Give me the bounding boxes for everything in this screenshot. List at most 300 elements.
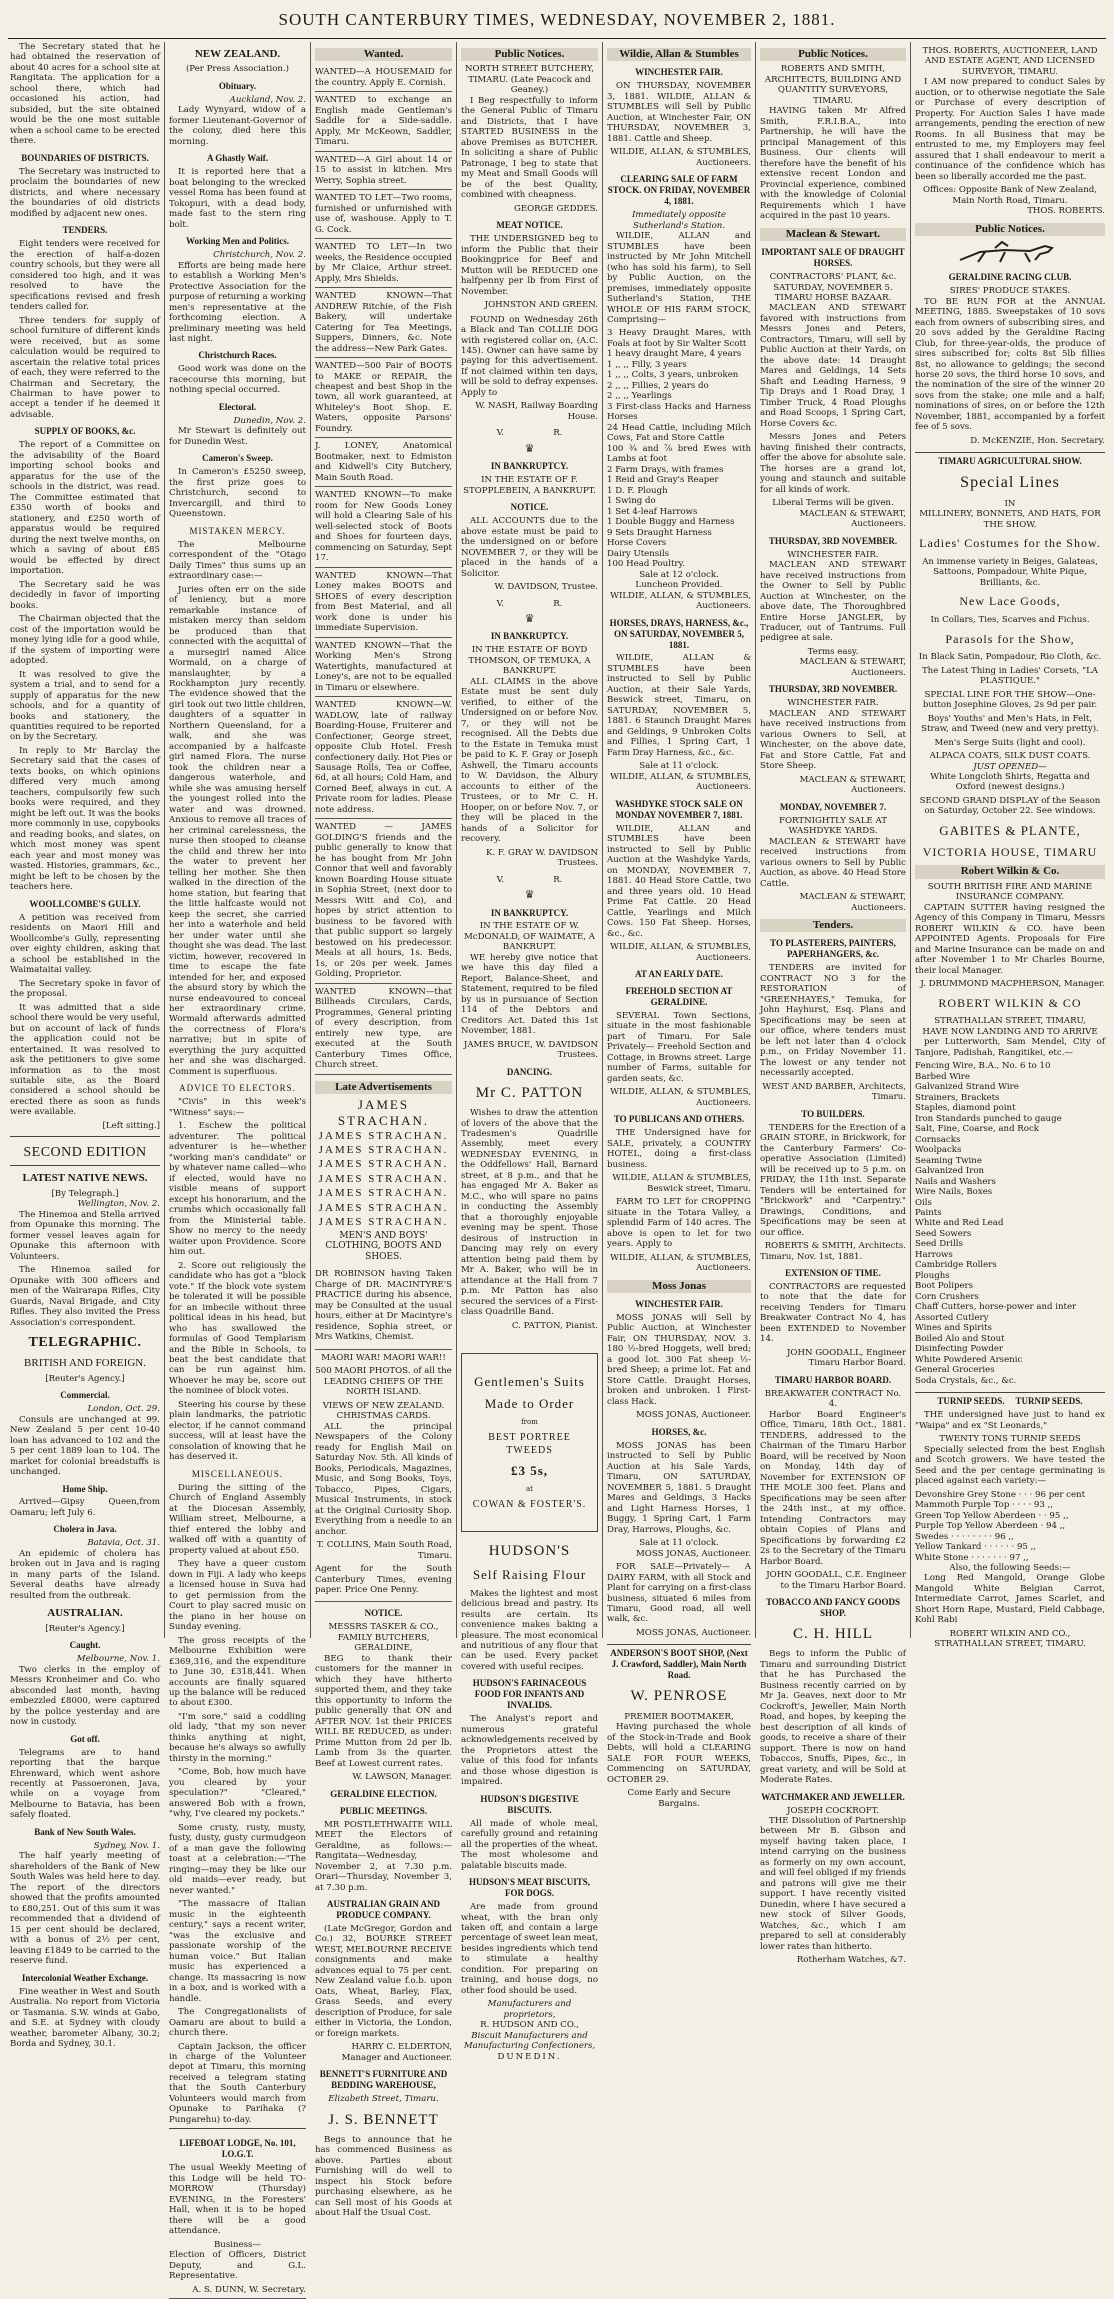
ad-small: JUST OPENED— [973, 761, 1047, 772]
section-header-public: Public Notices. [760, 48, 906, 61]
column-3 [315, 42, 452, 2219]
ad-body: Makes the lightest and most delicious bread and pastry. Its results are certain. Its convenience makes baking a pleasure. The most economical and nutritious of any flour that can be used. Every packet covered with useful recipes. [461, 1588, 598, 1672]
ad-signature: MACLEAN & STEWART, Auctioneers. [799, 508, 906, 530]
stock-item: Chaff Cutters, horse-power and inter [915, 1302, 1077, 1313]
ad-small: Offices: Opposite Bank of New Zealand, Main North Road, Timaru. [923, 185, 1097, 206]
ad-body: WILDIE, ALLAN and STUMBLES have been instructed by Mr John Mitchell (who has sold his farm), to Sell by Public Auction, on the premises, immediately opposite Sutherland's Station, THE WHOLE OF HIS FARM STOCK, Comprising— [607, 231, 751, 325]
ad-title: BENNETT'S FURNITURE AND BEDDING WAREHOUSE, [319, 2069, 448, 2091]
ad-title: JOSEPH COCKROFT. [787, 1805, 879, 1816]
ad-price: £3 5s, [510, 1462, 549, 1478]
ad-small: Also, the following Seeds:— [949, 1562, 1071, 1573]
stock-item: Barbed Wire [915, 1071, 970, 1082]
stock-item: 2 ,, ,, Fillies, 2 years do [607, 380, 709, 391]
article-paragraph: The Hinemoa sailed for Opunake with 300 officers and men of the Wairarapa Rifles, City Guards, Naval Brigade, and City Rifles. They also invited the Press Association's correspondent. [10, 1265, 160, 1328]
section-header-public: Public Notices. [915, 223, 1105, 236]
wanted-ad: WANTED—A HOUSEMAID for the country. Apply E. Cornish. [315, 64, 452, 92]
ad-title: IN THE ESTATE OF W. McDONALD, OF WAIMATE, A BANKRUPT. [464, 921, 595, 953]
column-4 [461, 42, 599, 2062]
stock-item: Salt, Fine, Coarse, and Rock [915, 1124, 1039, 1135]
section-header-wildie: Wildie, Allan & Stumbles [607, 48, 751, 61]
ad-title: AT AN EARLY DATE. [635, 969, 723, 979]
ad-title: ALPACA COATS, SILK DUST COATS. [929, 751, 1091, 762]
stock-item: Cambridge Rollers [915, 1260, 997, 1271]
ad-title: THOS. ROBERTS, AUCTIONEER, LAND AND ESTATE AGENT, AND LICENSED SURVEYOR, TIMARU. [922, 46, 1098, 77]
wanted-ad: WANTED—A Girl about 14 or 15 to assist in kitchen. Mrs Werry, Sophia street. [315, 152, 452, 190]
stock-item: 1 ,, ,, Filly, 3 years [607, 359, 687, 370]
stock-item: White and Red Lead [915, 1218, 1004, 1229]
ad-title: IN BANKRUPTCY. [490, 631, 569, 642]
ad-banner: VICTORIA HOUSE, TIMARU [922, 844, 1098, 859]
ad-signature: C. PATTON, Pianist. [511, 1320, 598, 1331]
article-paragraph: A petition was received from residents on Maori Hill and Woollcombe's Gully, representing over eighty children, asking that a school be established in the Waimataitai valley. [10, 912, 160, 976]
ad-subhead: Business— [213, 2239, 262, 2250]
ad-title: PREMIER BOOTMAKER, [624, 1711, 734, 1722]
article-paragraph: Two clerks in the employ of Messrs Kronheimer and Co. who absconded last month, having embezzled £8000, were captured by the police yesterday and are now in custody. [10, 1664, 160, 1728]
ad-banner: ROBERT WILKIN & CO [938, 995, 1082, 1010]
ad-title: IMPORTANT SALE OF DRAUGHT HORSES. [761, 247, 905, 269]
strachan-banner: JAMES STRACHAN. [337, 1096, 430, 1128]
section-header-public: Public Notices. [461, 48, 598, 61]
ad-title: WASHDYKE STOCK SALE ON MONDAY NOVEMBER 7, 1881. [615, 798, 743, 820]
ad-body: FOR SALE—Privately— A DAIRY FARM, with all Stock and Plant for carrying on a first-class business, situated 6 miles from Timaru, Good road, all well walk, &c. [607, 1562, 751, 1625]
stock-item: Galvanized Iron [915, 1166, 985, 1177]
ad-body: In Collars, Ties, Scarves and Fichus. [930, 615, 1090, 626]
seed-item: Mammoth Purple Top · · · · 93 ,, [915, 1500, 1054, 1511]
ad-banner: BEST PORTREE TWEEDS [488, 1432, 571, 1456]
article-paragraph: Efforts are being made here to establish a Working Men's Protective Association for the purpose of returning a working men's representative at the forthcoming election. A preliminary meeting was held last night. [169, 260, 306, 344]
ad-body: Long Red Mangold, Orange Globe Mangold White Belgian Carrot, Intermediate Carrot, James Scarlet, and Short Horn Rape, Mustard, Field Cabbage, Kohl Rabi [915, 1573, 1105, 1626]
stock-item: Strainers, Brackets [915, 1092, 1000, 1103]
article-paragraph: Good work was done on the racecourse this morning, but nothing special occurred. [169, 364, 306, 396]
ad-title: NOTICE. [510, 502, 549, 513]
ad-signature: MACLEAN & STEWART, Auctioneers. [799, 892, 906, 913]
section-heading: LATEST NATIVE NEWS. [22, 1172, 148, 1185]
ad-small: Liberal Terms will be given. [772, 498, 894, 509]
ad-signature: WILDIE, ALLAN & STUMBLES, Beswick street, Timaru. [612, 1173, 751, 1194]
article-paragraph: The half yearly meeting of shareholders of the Bank of New South Wales was held here to day. The report of the directors showed that the profits amounted to £80,251. Out of this sum it was recommended that a dividend of 15 per cent should be declared, with a bonus of 2½ per cent, leaving £1849 to be carried to the reserve fund. [10, 1851, 160, 1967]
ad-body: ALL CLAIMS in the above Estate must be sent duly verified, to either of the Undersigned on or before Nov. 7, or they will not be recognised. All the Debts due to the Estate in Temuka must be paid to K. F. Gray or Joseph Ashwell, the Timaru accounts to W. Davidson, the Albury accounts to either of the Trustees, or to Mr C. H. Hooper, on or before Nov. 7, or they will be placed in the hands of a Solicitor for recovery. [461, 676, 598, 845]
ad-title: VIEWS OF NEW ZEALAND. [322, 1400, 445, 1411]
ad-body: In Black Satin, Pompadour, Rio Cloth, &c. [918, 652, 1102, 663]
ad-banner: Gentlemen's Suits [474, 1374, 585, 1390]
ad-signature: WILDIE, ALLAN, & STUMBLES, Auctioneers. [610, 1087, 751, 1108]
stock-item: Seaming Twine [915, 1155, 982, 1166]
strachan-repeat: JAMES STRACHAN. [318, 1144, 449, 1157]
ad-title: SIRES' PRODUCE STAKES. [949, 286, 1071, 297]
ad-title: DANCING. [506, 1066, 553, 1077]
ad-banner: New Lace Goods, [959, 594, 1061, 609]
ad-title: TO BUILDERS. [801, 1108, 865, 1119]
ad-small: Luncheon Provided. [635, 580, 723, 591]
ad-body: THE undersigned have just to hand ex "Waipa" and ex "St Leonards," [915, 1410, 1105, 1431]
ad-title: DUNEDIN. [497, 2051, 562, 2062]
section-header-tenders: Tenders. [760, 919, 906, 932]
article-paragraph: It is reported here that a boat belonging to the wrecked vessel Roma has been found at Tokopuri, with a dead body, made fast to the stern ring bolt. [169, 167, 306, 230]
wanted-ad: WANTED KNOWN—To make room for New Goods Loney will hold a Clearing Sale of his well-selected stock of Boots and Shoes for fourteen days, commencing on Saturday, Sept 17. [315, 487, 452, 567]
ad-title: BREAKWATER CONTRACT No. 4. [764, 1388, 902, 1410]
article-paragraph: "I'm sore," said a coddling old lady, "that my son never thinks anything at night, because he's always so awfully thirsty in the morning." [169, 1711, 306, 1764]
dateline: Wellington, Nov. 2. [77, 1199, 160, 1210]
wanted-ad: WANTED TO LET—In two weeks, the Residence occupied by Mr Claice, Arthur street. Apply, Mrs Shields. [315, 239, 452, 288]
ad-title: WINCHESTER FAIR. [635, 67, 723, 78]
section-heading: MISTAKEN MERCY. [189, 525, 286, 536]
ad-signature: J. DRUMMOND MACPHERSON, Manager. [920, 979, 1105, 990]
article-paragraph: "Come, Bob, how much have you cleared by your speculation?" "Cleared," answered Bob with a frown, "why, I've cleared my pockets." [169, 1767, 306, 1820]
royal-crest-icon: ♛ [524, 441, 535, 455]
ad-banner: COWAN & FOSTER'S. [472, 1499, 587, 1511]
ad-signature: JOHN GOODALL, C.E. Engineer to the Timaru Harbor Board. [766, 1570, 906, 1591]
ad-title: CHRISTMAS CARDS. [336, 1411, 431, 1422]
ad-banner: Parasols for the Show, [945, 631, 1075, 646]
article-paragraph: It was resolved to give the system a trial, and to send for a supply of apparatus for the new schools, and for a quantity of books and stationery, the quantities required to be reported on by the Secretary. [10, 669, 160, 743]
ad-title: TOBACCO AND FANCY GOODS SHOP. [765, 1597, 901, 1618]
ad-signature: D. McKENZIE, Hon. Secretary. [970, 435, 1105, 446]
article-paragraph: Three tenders for supply of school furniture of different kinds were received, but as some calculation would be required to ascertain the relative total prices of each, they were referred to the Chairman and Secretary, the Chairman to have power to accept a tender if he deemed it advisable. [10, 315, 160, 420]
crest-vr: V. R. [496, 874, 563, 885]
seed-item: Swedes · · · · · · · · 96 ,, [915, 1531, 1014, 1542]
seed-item: Green Top Yellow Aberdeen · · 95 ,, [915, 1510, 1069, 1521]
ad-body: TO BE RUN FOR at the ANNUAL MEETING, 1885. Sweepstakes of 10 sovs each from owners of subscribing sires, and 20 sovs added by the Geraldine Racing Club, for three-year-olds, the produce of sires subscribed for; colts 8st 5lb fillies 8st, no allowance to geldings; the second horse 20 sovs, the third horse 10 sovs, and the nomination of the sire of the winner 20 sovs from the stake; one mile and a half; nominations of sires, on or before the 12th November, 1881, accompanied by a forfeit fee of 5 sovs. [915, 296, 1105, 433]
ad-body: ALL the principal Newspapers of the Colony ready for English Mail on Saturday Nov. 5th. All kinds of Books, Periodicals, Magazines, Music, and Song Books, Toys, Tobacco, Pipes, Cigars, Musical Instruments, in stock at the Original Curiosity Shop. Everything from a needle to an anchor. [315, 1421, 452, 1537]
ad-body: I AM now prepared to conduct Sales by auction, or to otherwise negotiate the Sale or Purchase of every description of Property. For Auction Sales I have made arrangements, pending the erection of new Rooms. In all Business that may be entrusted to me, my Employers may feel assured that I shall endeavour to merit a continuance of the confidence which has been so liberally accorded me the past. [915, 77, 1105, 182]
stock-item: Soda Crystals, &c., &c. [915, 1375, 1017, 1386]
ad-title: TIMARU AGRICULTURAL SHOW. [915, 452, 1105, 467]
ad-title: TIMARU HARBOR BOARD. [774, 1374, 892, 1385]
article-paragraph: Eight tenders were received for the erection of half-a-dozen country schools, but they were all considered too high, and it was resolved to have the specifications revised and fresh tenders called for. [10, 239, 160, 313]
ad-signature: T. COLLINS, Main South Road, Timaru. [316, 1540, 452, 1561]
stock-item: Boot Polipers [915, 1281, 974, 1292]
ad-signature: W. NASH, Railway Boarding House. [475, 401, 598, 422]
wanted-ad: WANTED—500 Pair of BOOTS to MAKE or REPAIR, the cheapest and best Shop in the town, all work guaranteed, at Whiteley's Boot Shop. E. Waters, opposite Parsons' Foundry. [315, 358, 452, 438]
ad-body: MACLEAN & STEWART have received instructions from various owners to Sell by Public Auction, as above. 40 Head Store Cattle. [760, 836, 906, 889]
wanted-ad: WANTED KNOWN—That Loney makes BOOTS and SHOES of every description from Best Material, and all work done is under his immediate Supervision. [315, 568, 452, 638]
crest-vr: V. R. [496, 598, 563, 609]
stock-item: Fencing Wire, B.A., No. 6 to 10 [915, 1061, 1051, 1072]
ad-body: MACLEAN AND STEWART have received instructions from the Owner to Sell by Public Auction at Winchester, on the above date, The Thoroughbred Entire Horse JANGLER, by Traducer, out of Tantrums. Full pedigree at sale. [760, 560, 906, 644]
ad-small: IN [1004, 498, 1016, 509]
stock-item: Assorted Cutlery [915, 1312, 989, 1323]
ad-title: SATURDAY, NOVEMBER 5. [773, 282, 893, 293]
ad-name: C. H. HILL [793, 1625, 873, 1642]
subheading: Home Ship. [62, 1483, 108, 1494]
ad-title: HORSES, DRAYS, HARNESS, &c., ON SATURDAY, NOVEMBER 5, 1881. [609, 617, 749, 650]
article-paragraph: The gross receipts of the Melbourne Exhibition were £369,316, and the expenditure to June 30, £318,441. When accounts are finally squared up the balance will be reduced to about £300. [169, 1635, 306, 1709]
stock-item: Seed Drills [915, 1239, 963, 1250]
ad-title: IN BANKRUPTCY. [490, 461, 569, 472]
subheading: WOOLLCOMBE'S GULLY. [29, 898, 141, 909]
ad-body: ON THURSDAY, NOVEMBER 3, 1881. WILDIE, ALLAN & STUMBLES will Sell by Public Auction, at Winchester Fair, ON THURSDAY, NOVEMBER 3, 1881. Cattle and Sheep. [607, 81, 751, 144]
ad-body: Boys' Youths' and Men's Hats, in Felt, Straw, and Tweed (new and very pretty). [921, 713, 1099, 735]
subheading: Intercolonial Weather Exchange. [21, 1972, 149, 1983]
article-paragraph: The report of a Committee on the advisability of the Board importing school books and apparatus for the use of the schools in the district, was read. The Committee estimated that £350 worth of books and stationery, and £250 worth of apparatus would be required during the next twelve months, on which a saving of about £85 would be effected by direct importation. [10, 440, 160, 577]
royal-crest-icon: ♛ [524, 612, 535, 626]
ad-banner: Special Lines [960, 474, 1060, 492]
dateline: Christchurch, Nov. 2. [213, 250, 306, 261]
ad-name: Mr C. PATTON [475, 1084, 584, 1101]
stock-item: General Groceries [915, 1365, 995, 1376]
stock-item: Boiled Alo and Stout [915, 1333, 1005, 1344]
subheading: Cholera in Java. [53, 1524, 117, 1535]
article-paragraph: An epidemic of cholera has broken out in Java and is raging in many parts of the Island. Several deaths have already resulted from the outbreak. [10, 1548, 160, 1601]
ad-name: J. S. BENNETT [328, 2111, 439, 2128]
ad-title: FREEHOLD SECTION AT GERALDINE. [625, 985, 733, 1007]
stock-item: 3 Heavy Draught Mares, with Foals at foot by Sir Walter Scott [607, 328, 751, 349]
subheading: TENDERS. [62, 225, 108, 236]
article-paragraph: Consuls are unchanged at 99. New Zealand 5 per cent 10-40 loan has advanced to 102 and the 5 per cent 1889 loan to 104. The market for colonial breadstuffs is unchanged. [10, 1414, 160, 1478]
ad-body: SEVERAL Town Sections, situate in the most fashionable part of Timaru. For Sale Privately— Freehold Section and Cottage, in Browns street. Large number of Farms, suitable for garden seats, &c. [607, 1010, 751, 1084]
stock-item: 1 D. F. Plough [607, 485, 668, 496]
seed-list [915, 1490, 1105, 1563]
masthead-rule [8, 38, 1106, 39]
ad-name: HUDSON'S [488, 1543, 571, 1560]
ad-title: TURNIP SEEDS. TURNIP SEEDS. [915, 1392, 1105, 1407]
column-divider [164, 42, 165, 1638]
stock-item: Seed Sowers [915, 1228, 972, 1239]
ad-title: GERALDINE ELECTION. [330, 1788, 437, 1799]
racehorse-icon [950, 240, 1070, 266]
stock-item: Galvanized Strand Wire [915, 1082, 1019, 1093]
ad-signature: GEORGE GEDDES. [513, 203, 598, 214]
ad-body: THE UNDERSIGNED beg to inform the Public that their Bookingprice for Beef and Mutton will be REDUCED one halfpenny per lb from First of November. [461, 234, 598, 297]
ad-body: The Latest Thing in Ladies' Corsets, "LA PLASTIQUE." [921, 665, 1099, 687]
ad-title: WINCHESTER FAIR. [787, 549, 879, 560]
ad-body: All made of whole meal, carefully ground and retaining all the properties of the wheat. The most wholesome and palatable biscuits made. [461, 1818, 598, 1871]
ad-title: IN THE ESTATE OF BOYD THOMSON, OF TEMUKA, A BANKRUPT. [468, 645, 591, 677]
ad-signature: W. LAWSON, Manager. [352, 1772, 452, 1783]
ad-small: STRATHALLAN STREET, TIMARU. [934, 1639, 1086, 1650]
ad-title: CONTRACTORS' PLANT, &c. [769, 272, 897, 283]
ad-title: HUDSON'S DIGESTIVE BISCUITS. [480, 1793, 579, 1815]
section-header-moss: Moss Jonas [607, 1280, 751, 1293]
subheading: Christchurch Races. [198, 350, 277, 361]
stock-item: Wire Nails, Boxes [915, 1187, 993, 1198]
article-paragraph: Mr Stewart is definitely out for Dunedin West. [169, 426, 306, 447]
ad-body: MACLEAN AND STEWART favored with instructions from Messrs Jones and Peters, Contractors, Timaru, will sell by Public Auction at their Yards, on the above date: 14 Draught Mares and Geldings, 14 Sets Shaft and Leading Harness, 9 Tip Drays and 1 Road Dray, 1 Timber Truck, 4 Road Ploughs and Road Scoops, 1 Spring Cart, Horse Covers &c. [760, 303, 906, 429]
stock-item: 3 First-class Hacks and Harness Horses [607, 401, 751, 423]
column-7 [915, 42, 1105, 1650]
ad-small: Sale at 12 o'clock. [639, 569, 719, 580]
strachan-repeat: JAMES STRACHAN. [318, 1172, 449, 1185]
ad-body: WE hereby give notice that we have this day filed a Report, Balance-Sheet, and Statement, required to be filed by us in pursuance of Section 114 of the Debtors and Creditors Act. Dated this 1st November, 1881. [461, 952, 598, 1037]
subheading: Caught. [69, 1640, 101, 1651]
stock-item: 1 ,, ,, Colts, 3 years, unbroken [607, 370, 739, 381]
byline: [By Telegraph.] [51, 1188, 119, 1199]
ad-body: TENDERS are invited for CONTRACT NO 3 for the RESTORATION of "GREENHAYES," Temuka, for John Hayhurst, Esq. Plans and Specifications may be seen at our office, where tenders must be left not later than 4 o'clock p.m., on Friday November 11. The lowest or any tender not necessarily accepted. [760, 963, 906, 1079]
article-paragraph: "Civis" in this week's "Witness" says:— [169, 1097, 306, 1118]
article-paragraph: The Melbourne correspondent of the "Otago Daily Times" thus sums up an extraordinary case:— [169, 539, 306, 582]
subheading: BOUNDARIES OF DISTRICTS. [21, 152, 149, 163]
stock-item: Wines and Spirits [915, 1323, 992, 1334]
ad-body: per Lutterworth, Sam Mendel, City of Tanjore, Padishah, Rangitikei, etc.— [915, 1037, 1105, 1058]
section-heading: TELEGRAPHIC. [28, 1335, 142, 1351]
subheading: A Ghastly Waif. [206, 153, 269, 164]
byline: (Per Press Association.) [185, 64, 290, 75]
ad-small: Come Early and Secure Bargains. [627, 1788, 731, 1809]
ad-title: HUDSON'S FARINACEOUS FOOD FOR INFANTS AND INVALIDS. [472, 1678, 587, 1711]
section-heading: ADVICE TO ELECTORS. [179, 1083, 296, 1094]
column-divider [755, 42, 756, 1638]
ad-small: Terms easy. [807, 646, 859, 657]
ad-body: Specially selected from the best English and Scotch growers. We have tested the Seed and the per centage germinating is placed against each variety:— [915, 1444, 1105, 1487]
section-heading: MISCELLANEOUS. [191, 1468, 284, 1479]
article-paragraph: Captain Jackson, the officer in charge of the Volunteer depot at Timaru, this morning received a telegram stating that the South Canterbury Volunteers would march from Opunake to Parihaka (? Pungarehu) to-day. [169, 2041, 306, 2125]
ad-body: THE Dissolution of Partnership between Mr B. Gibson and myself having taken place, I intend carrying on the business as formerly on my own account, and will feel obliged if my friends and patrons will give me their support. I have recently visited Dunedin, where I have secured a new stock of Silver Goods, Watches, &c., which I am prepared to sell at considerably lower rates than hitherto. [760, 1815, 907, 1952]
ad-body: Wishes to draw the attention of lovers of the above that the Tradesmen's Quadrille Assembly, meet every WEDNESDAY EVENING, in the Oddfellows' Hall, Barnard street, at 8 p.m., and that he has engaged Mr A. Baker as M.C., who will spare no pains in conducting the Assembly that a thoroughly enjoyable evening may be spent. Those desirous of instruction in Dancing may rely on every attention being paid them by Mr A. Baker, who will be in attendance at the Hall from 7 p.m. Mr Patton has also secured the services of a First-class Quadrille Band. [461, 1108, 598, 1318]
ad-title: WINCHESTER FAIR. [635, 1298, 723, 1309]
ad-body: WILDIE, ALLAN & STUMBLES have been instructed to Sell by Public Auction, at their Sale Yards, Beswick street, Timaru, on SATURDAY, NOVEMBER 5, 1881. 6 Staunch Draught Mares and Geldings, 9 Unbroken Colts and Fillies, 1 Spring Cart, 1 Farm Dray Harness, &c., &c. [607, 653, 751, 758]
column-1 [10, 42, 160, 2050]
stock-item: 2 ,, ,, Yearlings [607, 391, 672, 402]
byline: [Reuter's Agency.] [45, 1373, 125, 1384]
ad-title: SOUTH BRITISH FIRE AND MARINE INSURANCE COMPANY. [927, 881, 1093, 903]
royal-crest-icon: ♛ [524, 888, 535, 902]
ad-signature: Rotherham Watches, &7. [796, 1955, 906, 1966]
ad-title: MAORI WAR! MAORI WAR!! [321, 1352, 446, 1363]
ad-title: MESSRS TASKER & CO., FAMILY BUTCHERS, GERALDINE, [328, 1622, 439, 1654]
stock-item: Iron Standards punched to gauge [915, 1113, 1062, 1124]
article-paragraph: During the sitting of the Church of England Assembly at the Diocesan Assembly, William street, Melbourne, a thief entered the lobby and walked off with a quantity of property valued at about £50. [169, 1482, 306, 1556]
ad-body: DR ROBINSON having Taken Charge of DR. MACINTYRE'S PRACTICE during his absence, may be Consulted at the usual hours, either at Dr Macintyre's residence, Sophia street, or Mrs Watkins, Chemist. [315, 1269, 452, 1343]
stock-item: Oils [915, 1197, 932, 1208]
article-paragraph: The Congregationalists of Oamaru are about to build a church there. [169, 2007, 306, 2039]
section-header-maclean: Maclean & Stewart. [760, 228, 906, 241]
wanted-ad: J. LONEY, Anatomical Bootmaker, next to Edmiston and Kidwell's City Butchery, Main South Road. [315, 438, 452, 487]
stock-list [607, 328, 751, 569]
left-sitting: [Left sitting.] [102, 1120, 160, 1131]
article-paragraph: 2. Score out religiously the candidate who has got a "block vote." If the block vote system be tolerated it will be possible for an imbecile without three political ideas in his head, but who has swallowed the formulas of Good Templarism and the Bible in Schools, to beat the best candidate that can be run against him. Whoever he may be, score out the nominee of block votes. [169, 1260, 306, 1397]
subheading: SUPPLY OF BOOKS, &c. [34, 426, 136, 437]
subheading: Got off. [70, 1733, 100, 1744]
seed-item: Devonshire Grey Stone · · · 96 per cent [915, 1489, 1086, 1500]
stock-item: Corn Crushers [915, 1291, 979, 1302]
wanted-ad: WANTED KNOWN—That the Working Men's Strong Watertights, manufactured at Loney's, are not to be equalled in Timaru or elsewhere. [315, 638, 452, 697]
ad-signature: JAMES BRUCE, W. DAVIDSON Trustees. [463, 1039, 598, 1061]
dateline: Sydney, Nov. 1. [93, 1840, 160, 1851]
ad-body: MR POSTLETHWAITE WILL MEET the Electors of Geraldine, as follows:— Rangitata—Wednesday, November 2, at 7.30 p.m. Orari—Thursday, November 3, at 7.30 p.m. [315, 1819, 452, 1893]
article-paragraph: Fine weather in West and South Australia. No report from Victoria or Tasmania. S.W. winds at Gabo, and S.E. at Sydney with cloudy weather, barometer Albany, 30.2; Borda and Sydney, 30.1. [10, 1986, 160, 2050]
ad-body: Agent for the South Canterbury Times, evening paper. Price One Penny. [315, 1564, 452, 1595]
stock-item: 9 Sets Draught Harness [607, 527, 712, 538]
ad-body: MOSS JONAS will Sell by Public Auction, at Winchester Fair, ON THURSDAY, NOV. 3. 180 ½-bred Hoggets, well bred; a good lot. 300 Fat sheep ½-bred Sheep; a prime lot. Fat and Store Cattle. Draught Horses, broken and unbroken. 1 First-class Hack. [607, 1312, 751, 1407]
article-paragraph: The Hinemoa and Stella arrived from Opunake this morning. The former vessel leaves again for Opunake this afternoon with Volunteers. [10, 1209, 160, 1262]
ad-title: GERALDINE RACING CLUB. [948, 272, 1072, 283]
wanted-ads [315, 64, 452, 1074]
ad-title: MONDAY, NOVEMBER 7. [779, 801, 887, 812]
strachan-repeat: JAMES STRACHAN. [318, 1187, 449, 1200]
ad-signature: ROBERT WILKIN AND CO., [949, 1628, 1071, 1639]
ad-title: EXTENSION OF TIME. [785, 1267, 881, 1278]
ad-body: Messrs Jones and Peters having finished their contracts, offer the above for absolute sale. The horses are a grand lot, young and staunch and suitable for all kinds of work. [760, 432, 906, 495]
article-paragraph: Some crusty, rusty, musty, fusty, dusty, gusty curmudgeon of a man gave the following toast at a celebration:—"The ringing—may they be like our old maids—ever ready, but never wanted." [169, 1822, 306, 1896]
ad-title: TO PUBLICANS AND OTHERS. [613, 1114, 745, 1125]
article-paragraph: Steering his course by these plain landmarks, the patriotic elector, if he cannot command success, will at least have the consolation of knowing that he has deserved it. [169, 1399, 306, 1463]
stock-item: 1 Reid and Gray's Reaper [607, 475, 719, 486]
stock-item: 24 Head Cattle, including Milch Cows, Fat and Store Cattle [607, 422, 751, 444]
ad-title: TIMARU HORSE BAZAAR. [774, 292, 892, 303]
ad-name: Self Raising Flour [472, 1566, 587, 1582]
ad-body: MOSS JONAS has been instructed to Sell by Public Auction at his Sale Yards, Timaru, ON SATURDAY, NOVEMBER 5, 1881. 5 Draught Mares and Geldings, 3 Hacks and Light Harness Horses, 1 Buggy, 1 Spring Cart, 1 Farm Dray, Harrows, Ploughs, &c. [607, 1440, 751, 1535]
ad-body: WILDIE, ALLAN and STUMBLES have been instructed to Sell by Public Auction at the Washdyke Yards, on MONDAY, NOVEMBER 7, 1881. 40 Head Store Cattle, two and three years old. 10 Head Prime Fat Cattle. 20 Head Cattle, Yearlings and Milch Cows. 150 Fat Sheep. Horses, &c., &c. [607, 823, 751, 939]
ad-body: HAVING taken Mr Alfred Smith, F.R.I.B.A., into Partnership, he will have the principal Management of this Business. Our clients will therefore have the benefit of his extensive recent London and Provincial experience, combined with the knowledge of Colonial Requirements which I have acquired in the past 10 years. [760, 106, 906, 222]
ad-body: SECOND GRAND DISPLAY of the Season on Saturday, October 22. See windows. [919, 795, 1101, 817]
ad-signature: MOSS JONAS, Auctioneer. [636, 1410, 751, 1421]
subheading: Working Men and Politics. [185, 236, 289, 247]
section-header-wilkin: Robert Wilkin & Co. [915, 865, 1105, 878]
dateline: Dunedin, Nov. 2. [233, 415, 306, 426]
column-6 [760, 42, 907, 1966]
strachan-tagline: MEN'S AND BOYS' CLOTHING, BOOTS AND SHOES. [325, 1230, 442, 1263]
seed-item: Purple Top Yellow Aberdeen · 94 ,, [915, 1521, 1066, 1532]
strachan-repeat: JAMES STRACHAN. [318, 1158, 449, 1171]
ad-small: Manufacturers and proprietors, [487, 1999, 572, 2020]
ad-signature: WILDIE, ALLAN, & STUMBLES, Auctioneers. [610, 147, 751, 168]
ad-signature: W. DAVIDSON, Trustee. [494, 582, 598, 593]
stock-item: Cornsacks [915, 1134, 961, 1145]
subheading: Bank of New South Wales. [34, 1826, 136, 1837]
ad-title: THURSDAY, 3RD NOVEMBER. [768, 684, 898, 695]
column-2 [169, 42, 306, 2295]
ad-small: STRATHALLAN STREET, TIMARU, [934, 1016, 1086, 1027]
ad-body: BEG to thank their customers for the manner in which they have hitherto supported them, and they take this opportunity to inform the public generally that ON and AFTER NOV. 1st their PRICES WILL BE REDUCED, as under: Prime Mutton from 2d per lb. Lamb from 3s the quarter. Beef at Lowest current rates. [315, 1653, 452, 1769]
column-divider [456, 42, 457, 1638]
ad-small: from [521, 1417, 538, 1426]
stock-item: 100 ¾ and ⅞ bred Ewes with Lambs at foot [607, 443, 751, 465]
ad-body: MACLEAN AND STEWART have received instructions from various Owners to Sell, at Winchester, on the above date, Fat and Store Cattle, Fat and Store Sheep. [760, 708, 906, 772]
ad-signature: WILDIE, ALLAN, & STUMBLES, Auctioneers. [610, 771, 751, 793]
article-paragraph: In Cameron's £5250 sweep, the first prize goes to Christchurch, second to Invercargill, and third to Queenstown. [169, 467, 306, 520]
article-paragraph: The Secretary said he was decidedly in favor of importing books. [10, 579, 160, 611]
ad-title: ROBERTS AND SMITH, ARCHITECTS, BUILDING AND QUANTITY SURVEYORS, TIMARU. [764, 64, 902, 106]
article-paragraph: The Secretary was instructed to proclaim the boundaries of new districts, and where necessary the boundaries of old districts modified by adjacent new ones. [10, 166, 160, 219]
ad-body: Are made from ground wheat, with the bran only taken off, and contain a large percentage of sweet lean meat, besides ingredients which tend to stimulate a healthy condition. For preparing on training, and house dogs, no other food should be used. [461, 1902, 599, 1996]
wanted-ad: WANTED KNOWN—that Billheads Circulars, Cards, Programmes, General printing of every description, from entirely new type, are executed at the South Canterbury Times Office, Church street. [315, 984, 452, 1075]
seed-item: Yellow Tankard · · · · · · 95 ,, [915, 1542, 1037, 1553]
ad-signature: WEST AND BARBER, Architects, Timaru. [762, 1081, 906, 1103]
article-paragraph: The Secretary stated that he had obtained the reservation of about 40 acres for a school site at Rangitata. The application for a school there, which had occasioned his action, had subsided, but the site obtained would be the one most suitable when a school came to be erected there. [10, 42, 160, 147]
ad-title: IN THE ESTATE OF F. STOPPLEBEIN, A BANKRUPT. [463, 475, 596, 496]
wanted-ad: WANTED TO LET—Two rooms, furnished or unfurnished with use of, washouse. Apply to T. G. Cock. [315, 190, 452, 239]
strachan-repeat: JAMES STRACHAN. [318, 1216, 449, 1229]
ad-signature: WILDIE, ALLAN, & STUMBLES, Auctioneers. [610, 1252, 751, 1274]
stock-item: Disinfecting Powder [915, 1344, 1004, 1355]
stock-item: 1 Double Buggy and Harness [607, 517, 735, 528]
wanted-ad: WANTED to exchange an English made Gentleman's Saddle for a Side-saddle. Apply, Mr McKeown, Saddler, Timaru. [315, 92, 452, 151]
ad-title: WINCHESTER FAIR. [787, 698, 879, 709]
stock-item: 1 Set 4-leaf Harrows [607, 506, 698, 517]
ad-body: White Longcloth Shirts, Regatta and Oxford (newest designs.) [930, 771, 1090, 793]
ad-signature: MOSS JONAS, Auctioneer. [636, 1548, 751, 1559]
ad-title: HUDSON'S MEAT BISCUITS, FOR DOGS. [469, 1877, 590, 1899]
article-paragraph: Lady Wynyard, widow of a former Lieutenant-Governor of the colony, died here this morning. [169, 105, 306, 147]
ad-body: Begs to announce that he has commenced Business as above. Parties about Furnishing will do well to inspect his Stock before purchasing elsewhere, as he can Sell most of his Goods at about Half the Usual Cost. [315, 2134, 452, 2219]
wanted-ad: WANTED — JAMES GOLDING'S friends and the public generally to know that he has bought from Mr John Connor that well and favorably known Boarding House situate in Sophia Street, (next door to Messrs Witt and Co), and hopes by strict attention to business to be favored with that public support so largely bestowed on his predecessor. Meals at all hours, 1s. Beds, 1s, or 20s per week. James Golding, Proprietor. [315, 819, 452, 983]
ad-banner: Ladies' Costumes for the Show. [919, 536, 1101, 551]
ad-body: Men's Serge Suits (light and cool). [934, 737, 1086, 748]
strachan-repeat: JAMES STRACHAN. [318, 1129, 449, 1142]
second-edition: SECOND EDITION [23, 1145, 147, 1161]
ad-signature: ROBERTS & SMITH, Architects. [764, 1241, 906, 1252]
subheading: Cameron's Sweep. [202, 453, 273, 464]
article-paragraph: Arrived—Gipsy Queen,from Oamaru; left July 6. [10, 1497, 160, 1518]
dateline: Batavia, Oct. 31. [87, 1538, 160, 1549]
ad-small: Immediately opposite Sutherland's Station. [631, 210, 727, 231]
ad-signature: MOSS JONAS, Auctioneer. [636, 1627, 751, 1638]
column-divider [310, 42, 311, 1638]
ad-signature: JOHN GOODALL, Engineer Timaru Harbor Board. [786, 1347, 906, 1369]
ad-body: Begs to inform the Public of Timaru and surrounding District that he has Purchased the Business recently carried on by Mr Ja. Geaves, next door to Mr Cockroft's, Jeweller, Main North Road, and hopes, by keeping the best description of all kinds of goods, to receive a share of their support. There is now on hand Tobaccos, Snuffs, Pipes, &c., in great variety, and will be Sold at Moderate Rates. [760, 1649, 906, 1786]
ad-body: CAPTAIN SUTTER having resigned the Agency of this Company in Timaru, Messrs ROBERT WILKIN & CO. have been APPOINTED Agents. Proposals for Fire and Marine Insurance can be made on and after November 1 to Mr Charles Bourne, their local Manager. [915, 902, 1105, 976]
ad-date: Timaru, Nov. 1st, 1881. [760, 1251, 863, 1262]
